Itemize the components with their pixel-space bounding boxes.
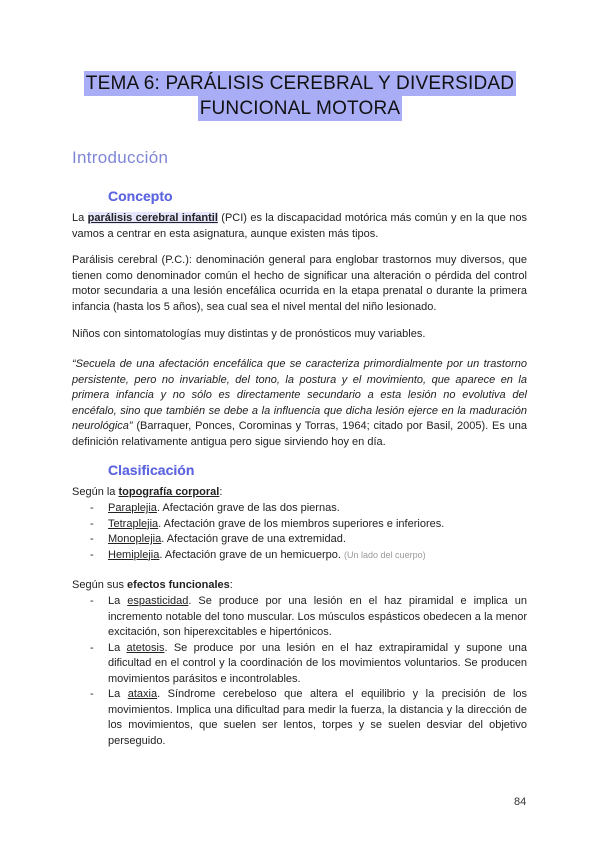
item-text: . Afectación grave de un hemicuerpo. [159,548,345,561]
efectos-list [72,594,527,749]
subheading-clasificacion: Clasificación [108,462,195,478]
paragraph-pci [72,211,527,242]
list-item [72,594,527,641]
note-un-lado: (Un lado del cuerpo) [344,549,426,560]
text-fragment: Según sus [72,579,128,591]
text-fragment: Según la [72,486,119,498]
page-number: 84 [514,796,527,808]
dash-bullet: - [90,533,94,545]
topografia-intro [72,485,527,501]
list-item [72,687,527,749]
term-atetosis: atetosis [126,641,165,654]
list-item [72,532,527,548]
paragraph-definicion: Parálisis cerebral (P.C.): denominación general para englobar trastornos muy diversos, que tienen como denominador común el hecho de significar una alteración o pérdida del control motor secundaria a una lesión encefálica ocurrida en la etapa prenatal o durante la primera infancia (hasta los 5 años), sea cual sea el nivel mental del niño lesionado. [72,254,527,313]
list-item [72,548,527,564]
term-efectos-funcionales: efectos funcionales [127,579,230,591]
term-monoplejia: Monoplejia [108,533,162,545]
quote-text: “Secuela de una afectación encefálica que se caracteriza primordialmente por un trastorno persistente, pero no invariable, del tono, la postura y el movimiento, que aparece en la primera infancia y no sólo es directamente secundario a esta lesión no evolutiva del encéfalo, sino que también se debe a la influencia que dicha lesión ejerce en la maduración neurológica” [72,358,527,432]
item-text: . Se produce por una lesión en el haz piramidal e implica un incremento notable del tono muscular. Los músculos espásticos obedecen a la menor excitación, son hiperexcitables e hipertónicos. [108,595,528,638]
term-paralisis-cerebral-infantil: parálisis cerebral infantil [87,212,218,224]
dash-bullet: - [90,502,94,514]
term-hemiplejia: Hemiplejia [108,548,160,561]
section-heading-introduccion: Introducción [72,148,169,167]
item-text: . Afectación grave de las dos piernas. [156,502,340,514]
text-fragment: : [229,579,233,591]
term-paraplejia: Paraplejia [108,502,157,514]
item-text: . Se produce por una lesión en el haz extrapiramidal y supone una dificultad en el control y la coordinación de los movimientos voluntarios. Se producen movimientos parásitos e incontrolables. [108,641,527,685]
quote-citation: (Barraquer, Ponces, Corominas y Torras, 1964; citado por Basil, 2005). Es una definición relativamente antigua pero sigue sirviendo hoy en día. [72,420,527,448]
term-ataxia: ataxia [127,688,158,700]
subheading-concepto: Concepto [108,188,173,204]
text-fragment: (PCI) es la discapacidad motórica más común y en la que nos vamos a centrar en esta asignatura, aunque existen más tipos. [72,212,527,240]
dash-bullet: - [90,688,94,700]
dash-bullet: - [90,548,94,561]
paragraph-cita [72,357,527,450]
item-text: . Afectación grave de los miembros superiores e inferiores. [158,517,445,530]
dash-bullet: - [90,595,94,607]
item-prefix: La [108,641,127,654]
item-prefix: La [108,595,128,607]
topografia-list [72,501,527,563]
document-title [0,71,600,121]
dash-bullet: - [90,517,94,530]
list-item [72,501,527,517]
text-fragment: La [72,212,88,224]
dash-bullet: - [90,641,94,654]
title-line-1: TEMA 6: PARÁLISIS CEREBRAL Y DIVERSIDAD [85,73,515,94]
list-item [72,517,527,533]
term-tetraplejia: Tetraplejia [108,517,159,530]
efectos-intro [72,578,527,594]
item-prefix: La [108,688,128,700]
text-fragment: : [219,486,223,498]
paragraph-sintomatologias: Niños con sintomatologías muy distintas y de pronósticos muy variables. [72,328,426,340]
item-text: . Afectación grave de una extremidad. [161,533,346,545]
title-line-2: FUNCIONAL MOTORA [199,98,401,119]
item-text: . Síndrome cerebeloso que altera el equilibrio y la precisión de los movimientos. Implica una dificultad para medir la fuerza, la distancia y la dirección de los movimientos, que suelen ser lentos, torpes y se suelen desviar del objetivo perseguido. [108,688,528,747]
list-item [72,641,527,688]
term-espasticidad: espasticidad [127,595,189,607]
term-topografia-corporal: topografía corporal [118,486,220,498]
